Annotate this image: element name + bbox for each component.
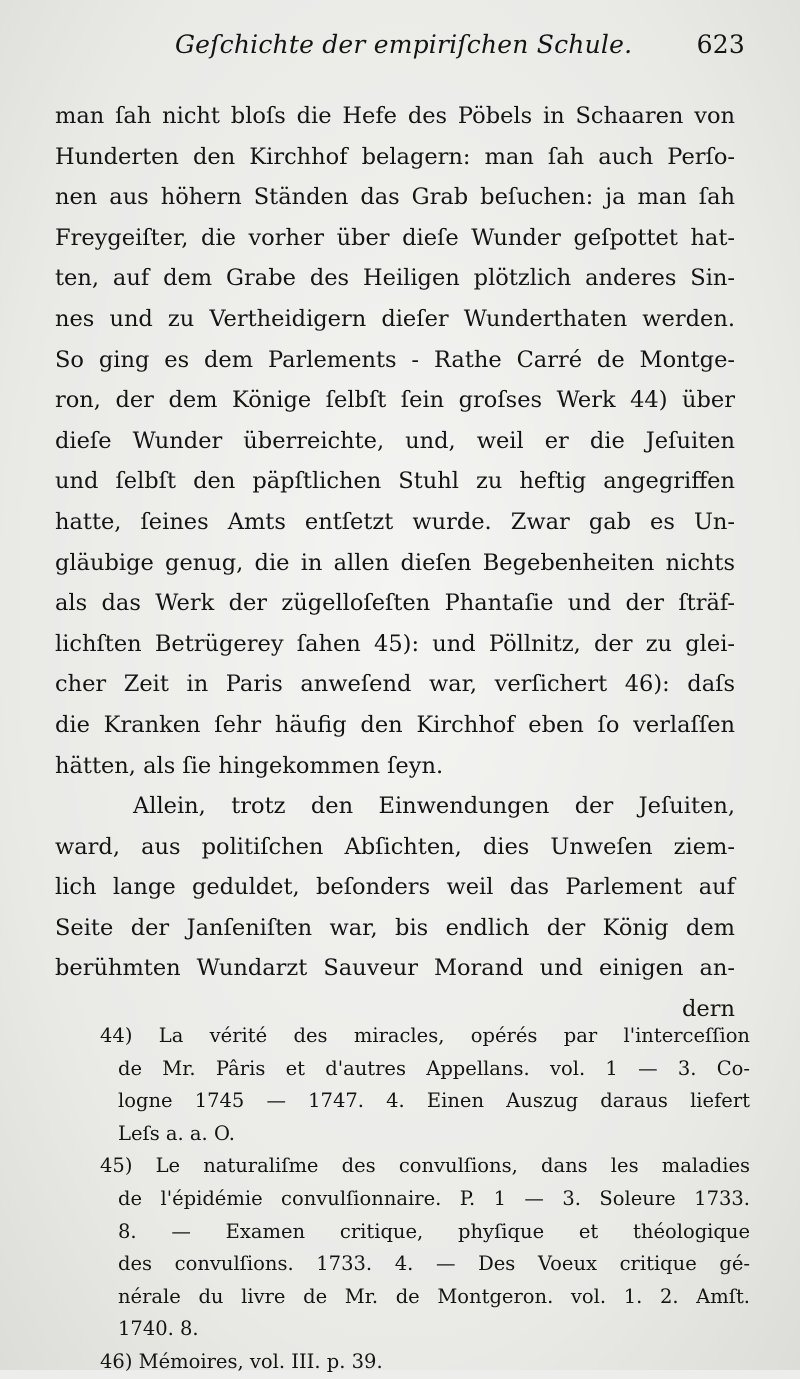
text-line: Seite der Janſeniſten war, bis endlich der König dem: [55, 914, 735, 941]
text-line: nen aus höhern Ständen das Grab beſuchen: ja man ſah: [55, 184, 735, 211]
text-line: ron, der dem Könige ſelbſt ſein groſses Werk 44) über: [55, 387, 735, 414]
text-line: man ſah nicht bloſs die Hefe des Pöbels in Schaaren von: [55, 103, 735, 129]
footnote-line: 44) La vérité des miracles, opérés par l'interceſſion: [100, 1024, 750, 1047]
footnote-line: de Mr. Pâris et d'autres Appellans. vol. 1 — 3. Co-: [118, 1056, 750, 1080]
text-line: dieſe Wunder überreichte, und, weil er die Jeſuiten: [55, 427, 735, 454]
text-line: lich lange geduldet, beſonders weil das Parlement auf: [55, 874, 735, 901]
text-line: die Kranken ſehr häufig den Kirchhof eben ſo verlaſſen: [55, 711, 735, 738]
body-text: [55, 96, 735, 1030]
footnote-line: logne 1745 — 1747. 4. Einen Auszug daraus liefert: [118, 1089, 750, 1113]
footnote-line: 8. — Examen critique, phyſique et théologique: [118, 1219, 750, 1243]
footnote-line: 1740. 8.: [118, 1317, 199, 1341]
text-line: als das Werk der zügelloſeſten Phantaſie und der ſträf-: [55, 590, 735, 617]
footnote-line: 46) Mémoires, vol. III. p. 39.: [100, 1349, 383, 1373]
text-line: ward, aus politiſchen Abſichten, dies Unweſen ziem-: [55, 833, 735, 860]
text-line: nes und zu Vertheidigern dieſer Wunderthaten werden.: [55, 305, 735, 332]
text-line: Freygeiſter, die vorher über dieſe Wunder geſpottet hat-: [55, 224, 735, 251]
text-line: berühmten Wundarzt Sauveur Morand und einigen an-: [55, 955, 735, 982]
text-line: lichſten Betrügerey ſahen 45): und Pöllnitz, der zu glei-: [55, 630, 735, 657]
page-number: 623: [696, 30, 745, 59]
footnote-line: de l'épidémie convulſionnaire. P. 1 — 3. Soleure 1733.: [118, 1186, 750, 1210]
text-line: ten, auf dem Grabe des Heiligen plötzlich anderes Sin-: [55, 265, 735, 292]
text-line: Hunderten den Kirchhof belagern: man ſah auch Perſo-: [55, 143, 735, 170]
catchword: dern: [682, 996, 735, 1023]
text-line: hatte, ſeines Amts entſetzt wurde. Zwar gab es Un-: [55, 508, 735, 535]
text-line: hätten, als ſie hingekommen ſeyn.: [55, 752, 444, 779]
running-head-title: Geſchichte der empiriſchen Schule.: [175, 30, 633, 59]
running-head: [175, 30, 745, 70]
text-line: und ſelbſt den päpſtlichen Stuhl zu heftig angegriffen: [55, 468, 735, 495]
footnote-line: Leſs a. a. O.: [118, 1121, 235, 1145]
text-line: cher Zeit in Paris anweſend war, verſichert 46): daſs: [55, 671, 735, 698]
footnotes: [100, 1020, 750, 1379]
text-line: So ging es dem Parlements - Rathe Carré de Montge-: [55, 346, 735, 373]
text-line: Allein, trotz den Einwendungen der Jeſuiten,: [133, 793, 735, 820]
footnote-line: 45) Le naturaliſme des convulſions, dans les maladies: [100, 1154, 750, 1178]
footnote-line: des convulſions. 1733. 4. — Des Voeux critique gé-: [118, 1252, 750, 1276]
text-line: gläubige genug, die in allen dieſen Begebenheiten nichts: [55, 549, 735, 576]
footnote-line: nérale du livre de Mr. de Montgeron. vol. 1. 2. Amſt.: [118, 1284, 750, 1308]
